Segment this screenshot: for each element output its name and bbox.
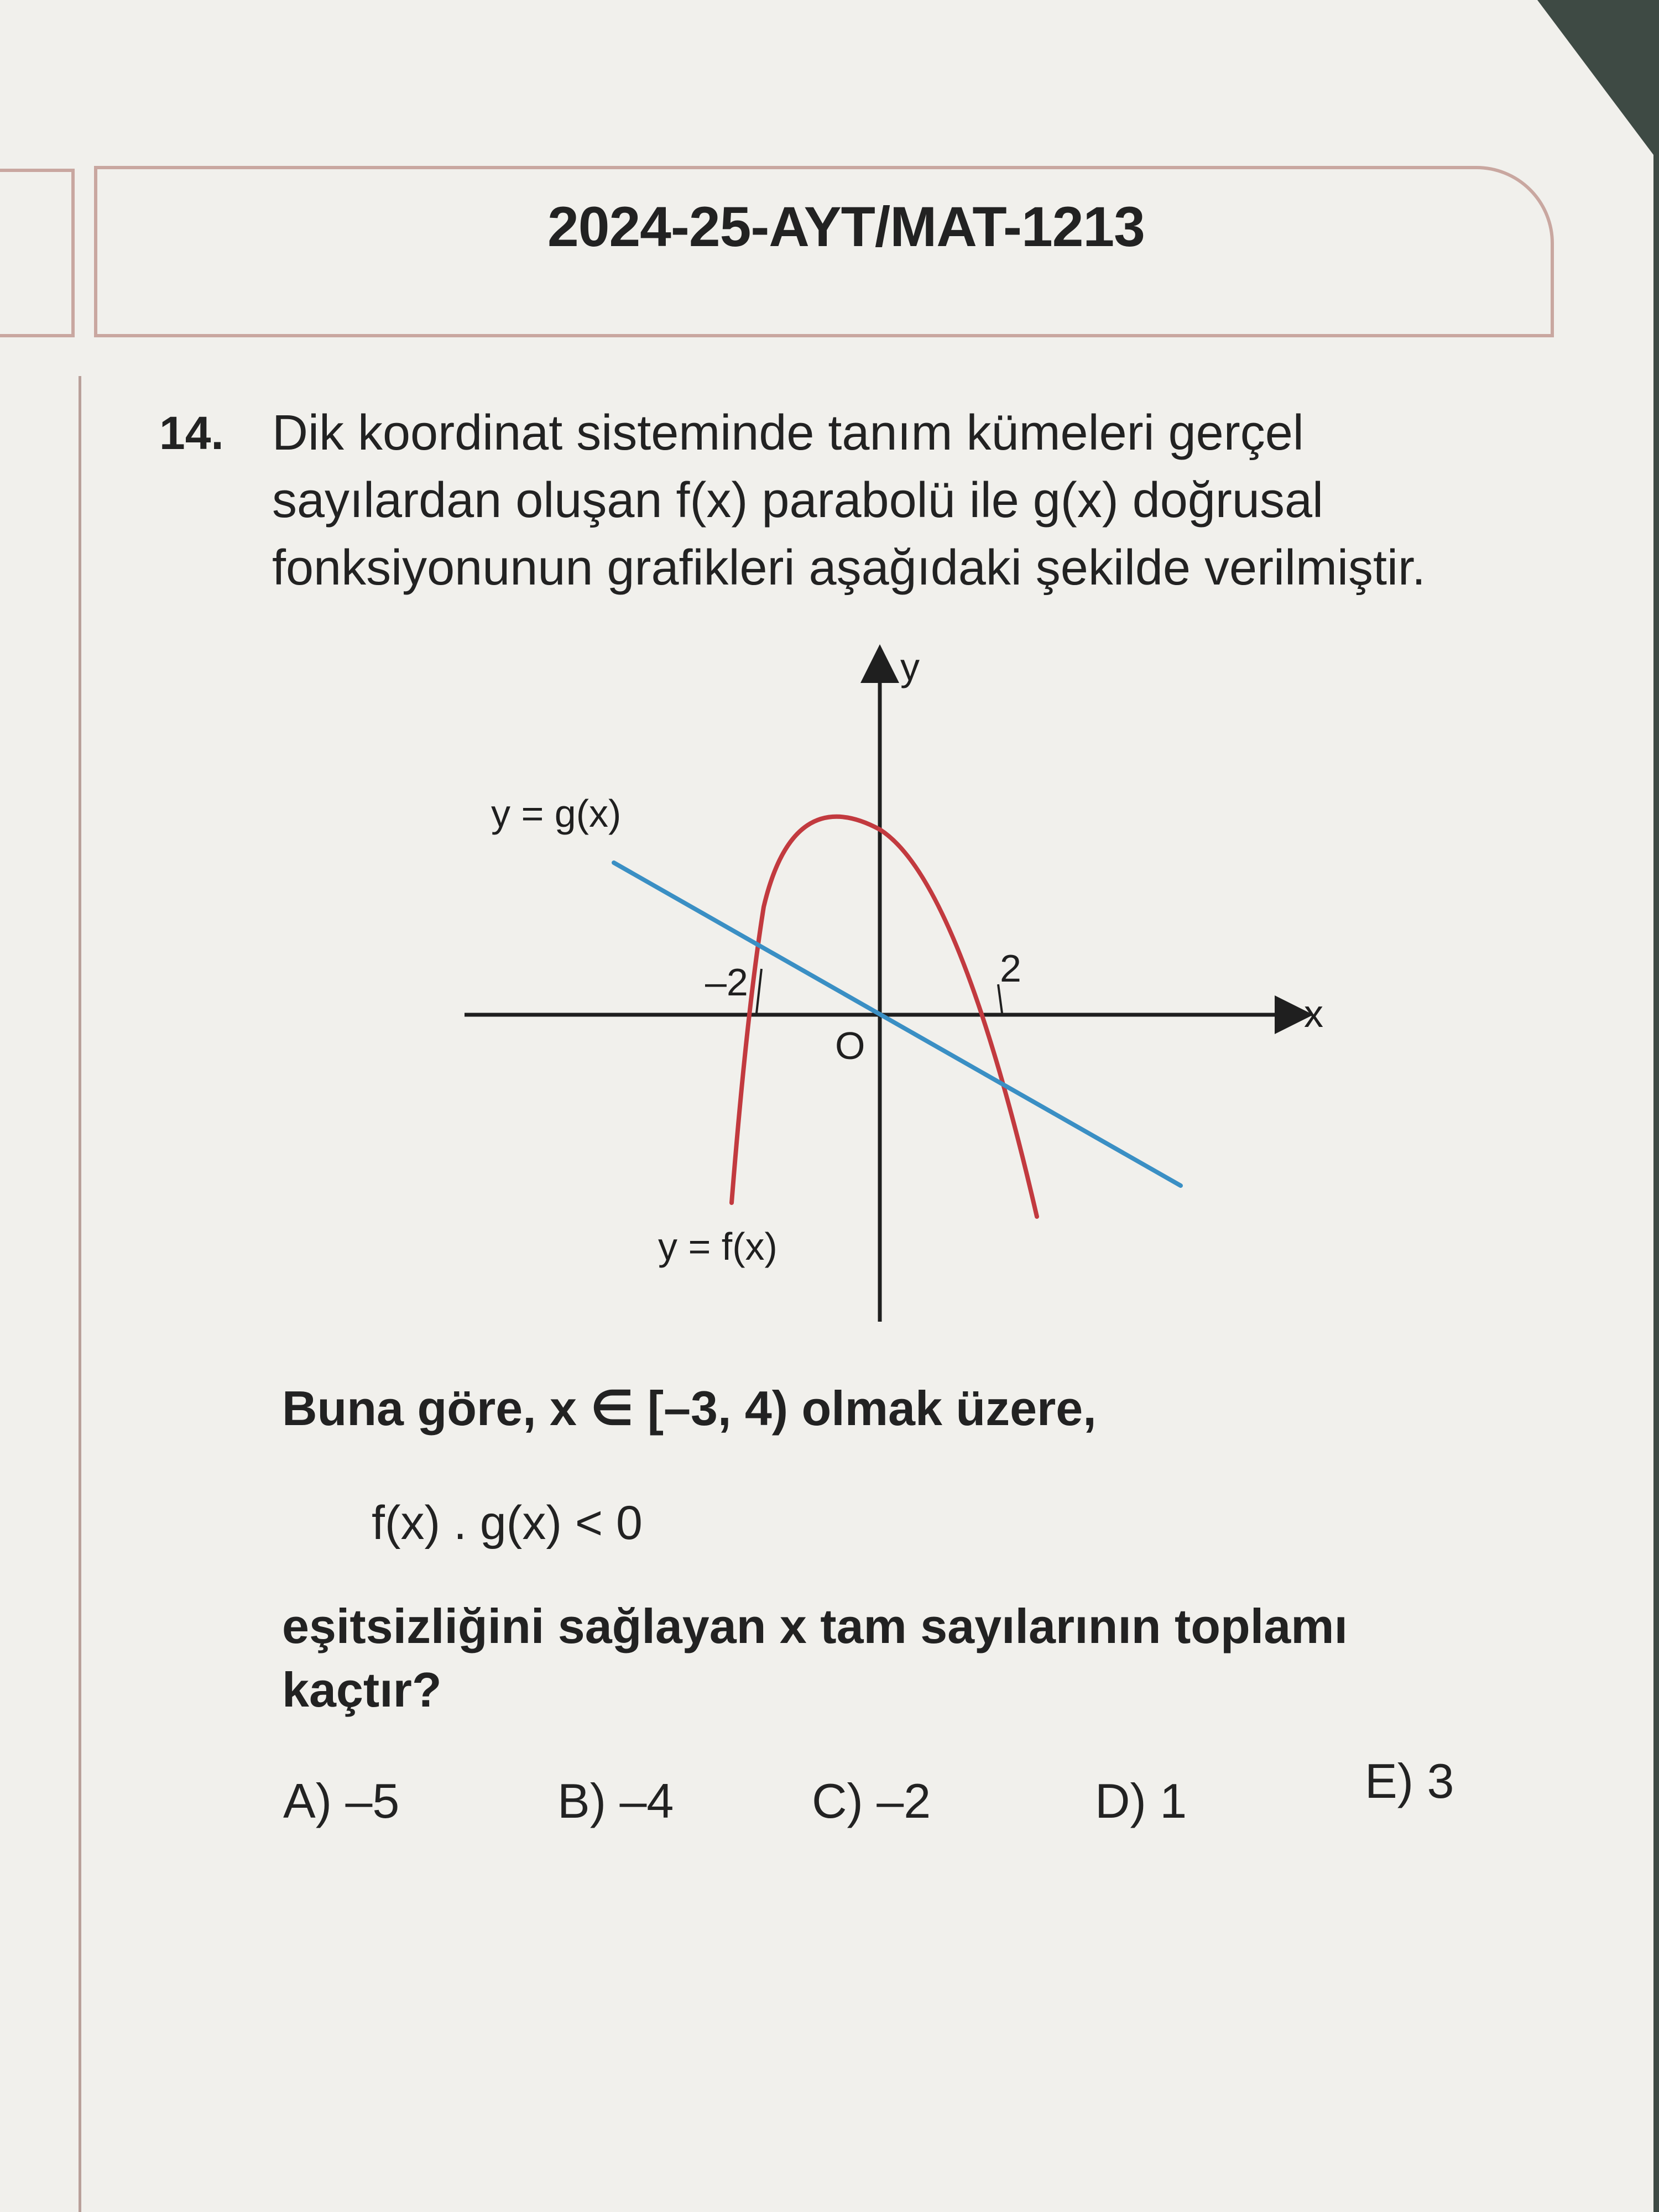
origin-label: O — [835, 1024, 865, 1067]
y-axis-label: y — [900, 645, 920, 688]
parabola-f-label: y = f(x) — [658, 1225, 778, 1268]
margin-rule — [79, 376, 81, 2212]
option-c[interactable]: C) –2 — [812, 1773, 931, 1828]
question-line: fonksiyonunun grafikleri aşağıdaki şekilde verilmiştir. — [272, 540, 1426, 596]
ask-line-1: eşitsizliğini sağlayan x tam sayılarının toplamı — [282, 1599, 1348, 1653]
function-graph — [453, 641, 1338, 1338]
line-g-label: y = g(x) — [491, 792, 622, 835]
option-d[interactable]: D) 1 — [1095, 1773, 1187, 1828]
option-a[interactable]: A) –5 — [283, 1773, 400, 1828]
exam-code: 2024-25-AYT/MAT-1213 — [547, 195, 1145, 258]
question-line: Dik koordinat sisteminde tanım kümeleri gerçel — [272, 405, 1304, 461]
tick-label-2: 2 — [1000, 947, 1021, 990]
header-box-left — [0, 169, 75, 337]
question-line: sayılardan oluşan f(x) parabolü ile g(x) doğrusal — [272, 473, 1323, 528]
question-text — [272, 399, 1533, 602]
line-g — [614, 863, 1181, 1186]
option-e[interactable]: E) 3 — [1365, 1754, 1454, 1808]
condition-text: Buna göre, x ∈ [–3, 4) olmak üzere, — [282, 1381, 1097, 1436]
option-b[interactable]: B) –4 — [557, 1773, 674, 1828]
tick-label-neg2: –2 — [705, 961, 748, 1004]
tick-pointer-neg2 — [757, 969, 761, 1013]
question-number: 14. — [159, 407, 224, 459]
inequality-formula: f(x) . g(x) < 0 — [372, 1496, 643, 1550]
x-axis-label: x — [1304, 992, 1323, 1035]
ask-line-2: kaçtır? — [282, 1662, 442, 1717]
